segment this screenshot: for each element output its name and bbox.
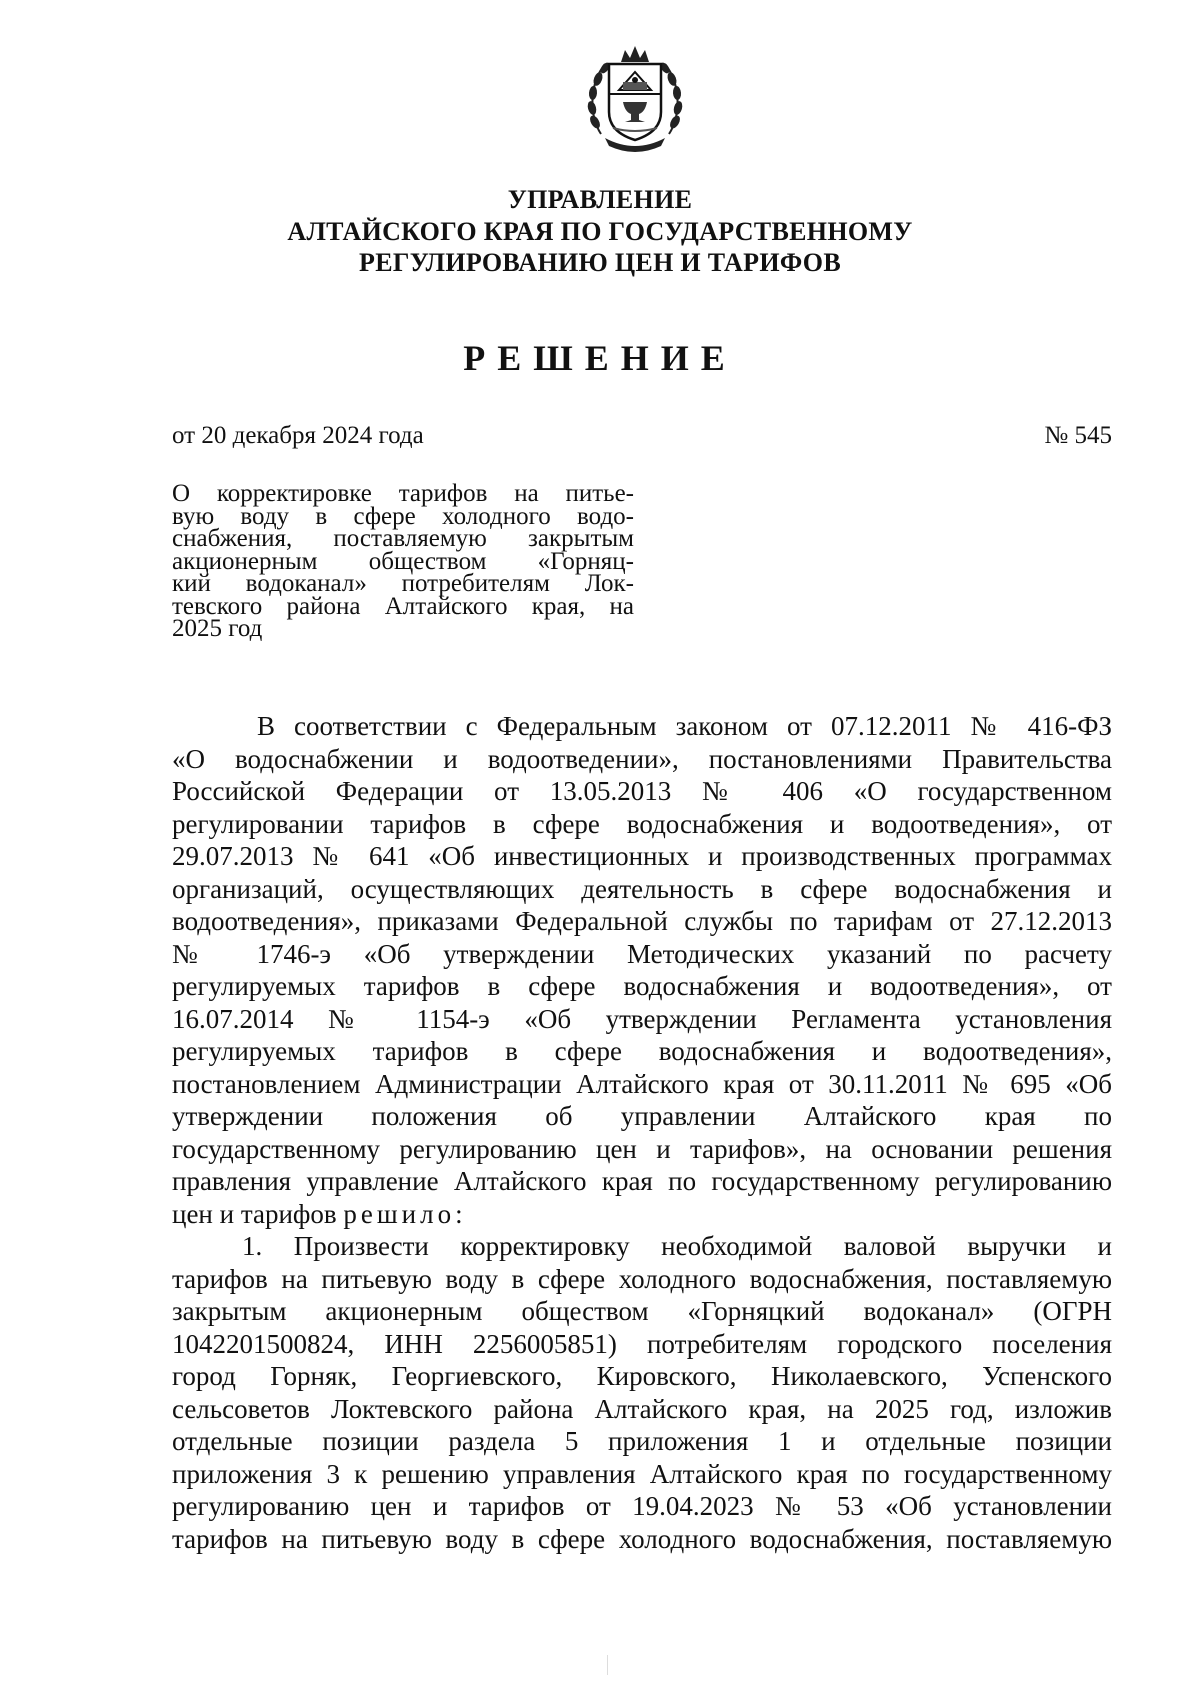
document-number: № 545	[1044, 422, 1112, 449]
preamble-line: Российской Федерации от 13.05.2013 № 406 «О государственном	[172, 776, 1112, 806]
item-1-line: тарифов на питьевую воду в сфере холодного водоснабжения, поставляемую	[172, 1523, 1112, 1554]
preamble-line: водоотведения», приказами Федеральной службы по тарифам от 27.12.2013	[172, 906, 1112, 936]
preamble-line: государственному регулированию цен и тарифов», на основании решения	[172, 1133, 1112, 1164]
decision-word: решило:	[343, 1198, 467, 1229]
item-1-line: регулированию цен и тарифов от 19.04.2023 № 53 «Об установлении	[172, 1491, 1112, 1521]
subject-line: снабжения, поставляемую закрытым	[172, 525, 634, 552]
preamble-line: «О водоснабжении и водоотведении», постановлениями Правительства	[172, 743, 1112, 774]
issuer-line-3: РЕГУЛИРОВАНИЮ ЦЕН И ТАРИФОВ	[359, 248, 841, 277]
document-subject	[172, 480, 634, 642]
subject-line: тевского района Алтайского края, на	[172, 592, 634, 620]
item-1-line: город Горняк, Георгиевского, Кировского, Николаевского, Успенского	[172, 1361, 1112, 1391]
preamble-line: 16.07.2014 № 1154-э «Об утверждении Регламента установления	[172, 1003, 1112, 1034]
item-1-line: 1. Произвести корректировку необходимой валовой выручки и	[242, 1231, 1112, 1261]
decision-line	[172, 1198, 1112, 1231]
subject-line: О корректировке тарифов на питье-	[172, 480, 634, 507]
preamble-line: утверждении положения об управлении Алтайского края по	[172, 1101, 1112, 1131]
decision-prefix: цен и тарифов	[172, 1198, 337, 1229]
preamble-line: правления управление Алтайского края по государственному регулированию	[172, 1166, 1112, 1196]
preamble-line: организаций, осуществляющих деятельность в сфере водоснабжения и	[172, 873, 1112, 904]
preamble-line: регулируемых тарифов в сфере водоснабжения и водоотведения», от	[172, 971, 1112, 1001]
subject-line: кий водоканал» потребителям Лок-	[172, 570, 634, 597]
preamble-line: регулируемых тарифов в сфере водоснабжения и водоотведения»,	[172, 1036, 1112, 1066]
item-1-line: тарифов на питьевую воду в сфере холодного водоснабжения, поставляемую	[172, 1263, 1112, 1294]
preamble-line: регулировании тарифов в сфере водоснабжения и водоотведения», от	[172, 808, 1112, 839]
document-date: от 20 декабря 2024 года	[172, 422, 424, 449]
item-1-line: 1042201500824, ИНН 2256005851) потребителям городского поселения	[172, 1328, 1112, 1359]
item-1-line: закрытым акционерным обществом «Горняцкий водоканал» (ОГРН	[172, 1296, 1112, 1326]
subject-line: 2025 год	[172, 615, 263, 642]
coat-of-arms-emblem	[583, 42, 687, 158]
item-1-line: сельсоветов Локтевского района Алтайского края, на 2025 год, изложив	[172, 1393, 1112, 1424]
scan-artifact	[607, 1655, 608, 1675]
preamble-line: 29.07.2013 № 641 «Об инвестиционных и производственных программах	[172, 841, 1112, 871]
item-1-line: отдельные позиции раздела 5 приложения 1 и отдельные позиции	[172, 1426, 1112, 1456]
subject-line: вую воду в сфере холодного водо-	[172, 502, 634, 530]
item-1-line: приложения 3 к решению управления Алтайского края по государственному	[172, 1458, 1112, 1489]
preamble-line: постановлением Администрации Алтайского края от 30.11.2011 № 695 «Об	[172, 1068, 1112, 1099]
issuer-organization	[0, 184, 1200, 279]
issuer-line-2: АЛТАЙСКОГО КРАЯ ПО ГОСУДАРСТВЕННОМУ	[287, 216, 913, 246]
document-type-title: РЕШЕНИЕ	[463, 338, 737, 378]
document-body	[172, 710, 1112, 1555]
issuer-line-1: УПРАВЛЕНИЕ	[507, 185, 693, 214]
preamble-line: В соответствии с Федеральным законом от 07.12.2011 № 416-ФЗ	[257, 711, 1112, 741]
preamble-line: № 1746-э «Об утверждении Методических указаний по расчету	[172, 938, 1112, 969]
subject-line: акционерным обществом «Горняц-	[172, 547, 634, 575]
